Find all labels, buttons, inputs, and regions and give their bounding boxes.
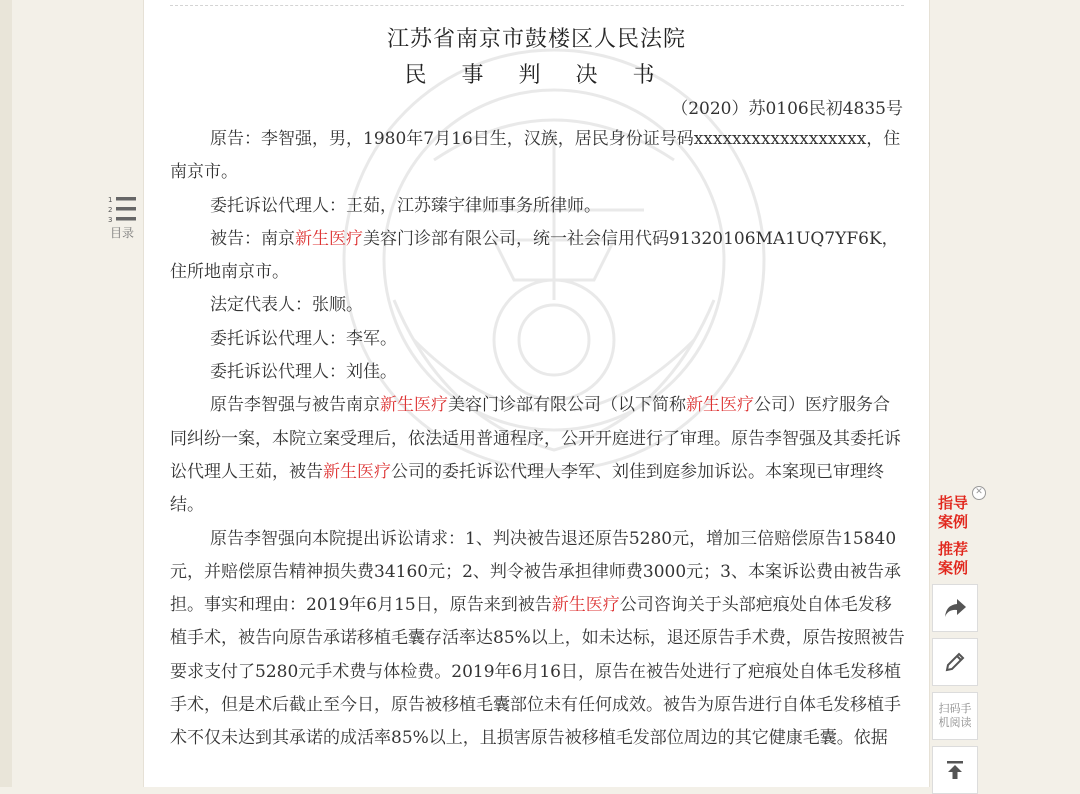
judgment-paragraph <box>170 523 905 756</box>
guide-cases-link[interactable]: 指导案例 <box>937 494 968 531</box>
document-type-title: 民 事 判 决 书 <box>404 63 669 88</box>
paragraph-text: 美容门诊部有限公司，统一社会信用代码91320106MA1UQ7YF6K，住所地南京市。 <box>170 228 899 283</box>
svg-text:3: 3 <box>108 216 113 224</box>
paragraph-text: 原告李智强与被告南京 <box>210 395 380 416</box>
qr-read-label: 扫码手机阅读 <box>938 702 972 729</box>
judgment-paragraph <box>170 289 905 322</box>
table-of-contents-button[interactable] <box>104 194 140 241</box>
judgment-paragraph <box>170 190 905 223</box>
paragraph-text: 原告：李智强，男，1980年7月16日生，汉族，居民身份证号码xxxxxxxxxxxxxxxxxx，住南京市。 <box>170 129 901 183</box>
svg-text:2: 2 <box>108 206 113 214</box>
paragraph-text: 委托诉讼代理人：李军。 <box>210 328 397 349</box>
toc-label: 目录 <box>109 226 134 240</box>
qr-mobile-read-button[interactable] <box>932 692 978 740</box>
top-divider <box>170 5 904 6</box>
highlighted-term: 新生医疗 <box>295 228 363 249</box>
share-arrow-icon <box>943 597 967 619</box>
highlighted-term: 新生医疗 <box>686 395 754 416</box>
edit-button[interactable] <box>932 638 978 686</box>
share-button[interactable] <box>932 584 978 632</box>
case-number: （2020）苏0106民初4835号 <box>671 99 903 119</box>
recommended-cases-link[interactable]: 推荐案例 <box>937 540 968 577</box>
close-icon[interactable]: ✕ <box>972 486 986 500</box>
paragraph-text: 法定代表人：张顺。 <box>210 295 363 316</box>
toc-list-icon <box>107 194 137 226</box>
paragraph-text: 公司咨询关于头部疤痕处自体毛发移植手术，被告向原告承诺移植毛囊存活率达85%以上，如未达标，退还原告手术费，原告按照被告要求支付了5280元手术费与体检费。2019年6月16日，原告在被告处进行了疤痕处自体毛发移植手术，但是术后截止至今日，原告被移植毛囊部位未有任何成效。被告为原告进行自体毛发移植手术不仅未达到其承诺的成活率85%以上，且损害原告被移植毛发部位周边的其它健康毛囊。依据 <box>170 595 905 749</box>
judgment-paragraph <box>170 389 905 522</box>
left-margin-strip <box>0 0 12 787</box>
highlighted-term: 新生医疗 <box>380 395 448 416</box>
paragraph-text: 委托诉讼代理人：刘佳。 <box>210 362 397 383</box>
paragraph-text: 原告李智强向本院提出诉讼请求：1、判决被告退还原告5280元，增加三倍赔偿原告15840元，并赔偿原告精神损失费34160元；2、判令被告承担律师费3000元；3、本案诉讼费由被告承担。事实和理由：2019年6月15日，原告来到被告 <box>170 528 901 616</box>
highlighted-term: 新生医疗 <box>551 595 620 616</box>
svg-text:1: 1 <box>108 196 113 204</box>
back-to-top-icon <box>944 759 966 781</box>
judgment-body <box>170 123 905 756</box>
judgment-paragraph <box>170 123 905 190</box>
judgment-paragraph <box>170 356 905 389</box>
judgment-paragraph <box>170 323 905 356</box>
document-page <box>143 0 930 787</box>
paragraph-text: 委托诉讼代理人：王茹，江苏臻宇律师事务所律师。 <box>210 195 601 216</box>
paragraph-text: 公司的委托诉讼代理人李军、刘佳到庭参加诉讼。本案现已审理终结。 <box>170 461 884 516</box>
judgment-paragraph <box>170 223 905 290</box>
pencil-icon <box>943 650 967 674</box>
highlighted-term: 新生医疗 <box>323 461 391 482</box>
paragraph-text: 公司）医疗服务合同纠纷一案，本院立案受理后，依法适用普通程序，公开开庭进行了审理。原告李智强及其委托诉讼代理人王茹，被告 <box>170 395 901 482</box>
court-title: 江苏省南京市鼓楼区人民法院 <box>386 27 686 52</box>
paragraph-text: 美容门诊部有限公司（以下简称 <box>448 395 686 416</box>
side-toolbar <box>932 487 983 794</box>
paragraph-text: 被告：南京 <box>210 228 295 249</box>
